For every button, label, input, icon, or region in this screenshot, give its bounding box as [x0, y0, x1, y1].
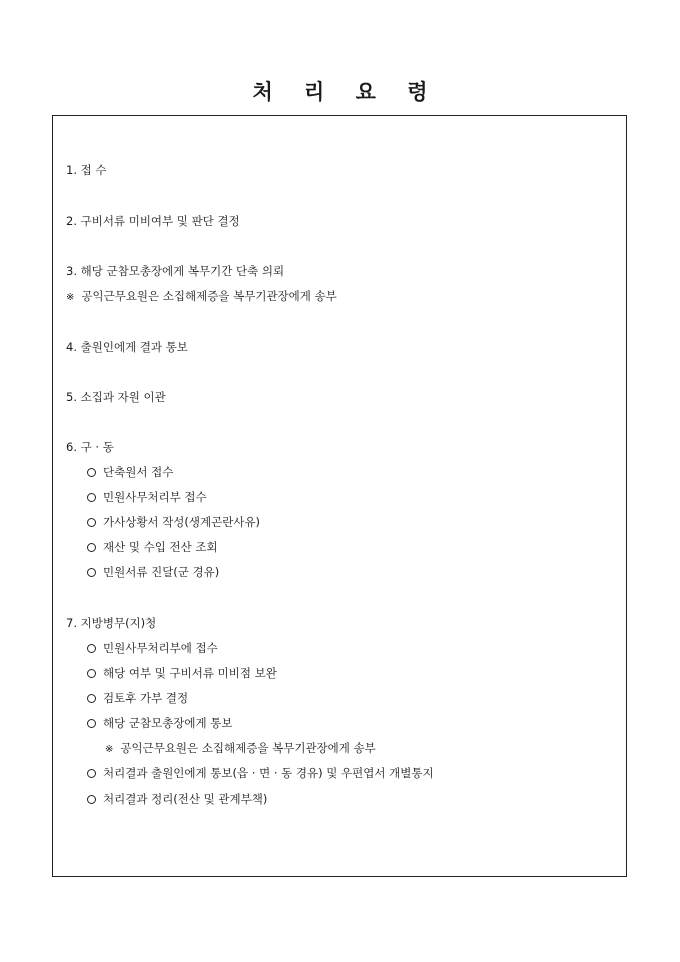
reference-mark: ※ [105, 744, 114, 755]
circle-bullet-icon [87, 669, 96, 678]
step-6-district-office: 6. 구 · 동 [66, 440, 114, 454]
step-6-item [87, 540, 218, 554]
item-text: 재산 및 수입 전산 조회 [103, 540, 218, 554]
step-6-item [87, 490, 207, 504]
step-6-item [87, 465, 173, 479]
step-2-document-check: 2. 구비서류 미비여부 및 판단 결정 [66, 214, 240, 228]
circle-bullet-icon [87, 769, 96, 778]
circle-bullet-icon [87, 493, 96, 502]
circle-bullet-icon [87, 694, 96, 703]
item-text: 민원사무처리부 접수 [103, 490, 207, 504]
page-title: 처 리 요 령 [252, 79, 440, 104]
circle-bullet-icon [87, 644, 96, 653]
step-7-item [87, 766, 434, 780]
step-7-note [105, 741, 376, 757]
item-text: 단축원서 접수 [103, 465, 174, 479]
circle-bullet-icon [87, 543, 96, 552]
circle-bullet-icon [87, 568, 96, 577]
step-1-reception: 1. 접 수 [66, 163, 107, 177]
circle-bullet-icon [87, 468, 96, 477]
item-text: 검토후 가부 결정 [103, 691, 189, 705]
item-text: 처리결과 정리(전산 및 관계부책) [103, 792, 268, 806]
step-6-item [87, 515, 260, 529]
step-7-regional-office: 7. 지방병무(지)청 [66, 616, 157, 630]
step-7-item [87, 666, 277, 680]
step-5-transfer-resources: 5. 소집과 자원 이관 [66, 390, 166, 404]
item-text: 민원사무처리부에 접수 [103, 641, 218, 655]
item-text: 처리결과 출원인에게 통보(읍 · 면 · 동 경유) 및 우편엽서 개별통지 [103, 766, 434, 780]
reference-mark: ※ [66, 292, 75, 303]
step-7-item [87, 641, 218, 655]
note-text: 공익근무요원은 소집해제증을 복무기관장에게 송부 [81, 289, 337, 303]
circle-bullet-icon [87, 518, 96, 527]
circle-bullet-icon [87, 719, 96, 728]
step-3-note [66, 289, 337, 305]
step-4-notify-applicant: 4. 출원인에게 결과 통보 [66, 340, 188, 354]
circle-bullet-icon [87, 795, 96, 804]
step-6-item [87, 565, 219, 579]
step-7-item [87, 792, 267, 806]
item-text: 해당 군참모총장에게 통보 [103, 716, 233, 730]
item-text: 해당 여부 및 구비서류 미비점 보완 [103, 666, 277, 680]
step-3-request-shortening: 3. 해당 군참모총장에게 복무기간 단축 의뢰 [66, 264, 285, 278]
item-text: 민원서류 진달(군 경유) [103, 565, 220, 579]
step-7-item [87, 691, 188, 705]
note-text: 공익근무요원은 소집해제증을 복무기관장에게 송부 [120, 741, 376, 755]
step-7-item [87, 716, 233, 730]
item-text: 가사상황서 작성(생계곤란사유) [103, 515, 261, 529]
